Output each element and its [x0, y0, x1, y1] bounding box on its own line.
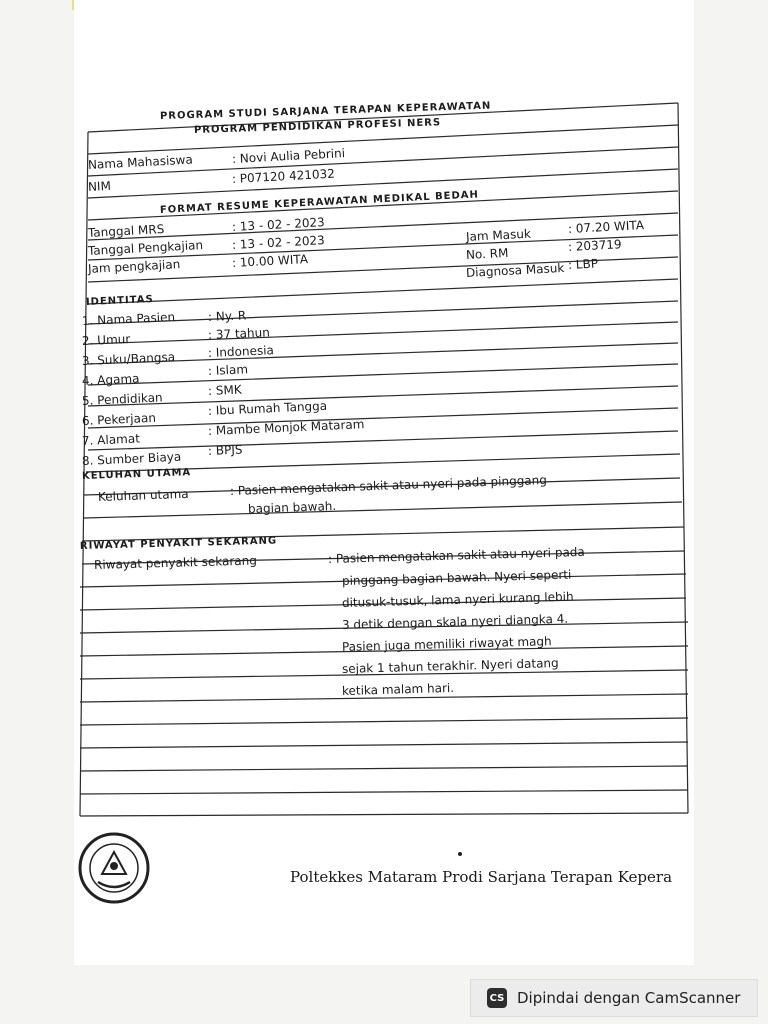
history-line: 3 detik dengan skala nyeri diangka 4.: [341, 611, 569, 632]
diagnosis-value: : LBP: [567, 256, 599, 272]
assessment-date-value: : 13 - 02 - 2023: [231, 233, 326, 252]
identity-value: : Ny. R: [207, 308, 247, 324]
identity-value: : BPJS: [207, 442, 243, 458]
complaint-line: : Pasien mengatakan sakit atau nyeri pada pinggang: [229, 472, 548, 498]
camscanner-icon: CS: [487, 988, 507, 1008]
history-line: Pasien juga memiliki riwayat magh: [341, 634, 552, 654]
history-title: RIWAYAT PENYAKIT SEKARANG: [79, 535, 278, 552]
history-line: sejak 1 tahun terakhir. Nyeri datang: [341, 655, 559, 676]
nim-label: NIM: [87, 178, 112, 194]
scanned-form-page: [74, 0, 694, 965]
admission-date-label: Tanggal MRS: [87, 222, 165, 240]
poltekkes-seal-logo: [76, 830, 152, 906]
identity-value: : 37 tahun: [207, 325, 271, 342]
history-line: pinggang bagian bawah. Nyeri seperti: [341, 567, 572, 588]
rm-label: No. RM: [465, 245, 509, 262]
format-title: FORMAT RESUME KEPERAWATAN MEDIKAL BEDAH: [159, 189, 480, 216]
identity-label: 3. Suku/Bangsa: [81, 349, 176, 368]
identity-label: 8. Sumber Biaya: [81, 449, 182, 468]
complaint-line: bagian bawah.: [247, 498, 337, 516]
identity-title: IDENTITAS: [85, 294, 154, 308]
identity-label: 6. Pekerjaan: [81, 410, 157, 428]
admission-date-value: : 13 - 02 - 2023: [231, 215, 326, 234]
student-name-label: Nama Mahasiswa: [87, 152, 194, 172]
identity-value: : SMK: [207, 382, 242, 398]
identity-label: 7. Alamat: [81, 431, 141, 448]
history-line: ditusuk-tusuk, lama nyeri kurang lebih: [341, 589, 574, 610]
nim-value: : P07120 421032: [231, 166, 336, 186]
diagnosis-label: Diagnosa Masuk: [465, 260, 565, 280]
history-label: Riwayat penyakit sekarang: [93, 553, 258, 572]
identity-label: 2. Umur: [81, 331, 131, 348]
camscanner-watermark: [470, 979, 758, 1017]
assessment-time-label: Jam pengkajian: [87, 257, 181, 276]
assessment-date-label: Tanggal Pengkajian: [87, 237, 204, 258]
program-header-line1: PROGRAM STUDI SARJANA TERAPAN KEPERAWATAN: [159, 100, 492, 122]
complaint-label: Keluhan utama: [97, 486, 189, 504]
identity-value: : Islam: [207, 362, 249, 378]
assessment-time-value: : 10.00 WITA: [231, 252, 309, 270]
ink-dot: [458, 852, 462, 856]
history-line: ketika malam hari.: [341, 680, 455, 698]
history-line: : Pasien mengatakan sakit atau nyeri pada: [327, 544, 585, 566]
complaint-title: KELUHAN UTAMA: [81, 467, 192, 482]
camscanner-text: Dipindai dengan CamScanner: [517, 989, 741, 1007]
entry-time-value: : 07.20 WITA: [567, 218, 645, 236]
identity-value: : Mambe Monjok Mataram: [207, 417, 365, 438]
identity-label: 4. Agama: [81, 371, 140, 388]
identity-value: : Ibu Rumah Tangga: [207, 398, 328, 418]
footer-institution: Poltekkes Mataram Prodi Sarjana Terapan Kepera: [290, 868, 673, 886]
student-name-value: : Novi Aulia Pebrini: [231, 146, 346, 166]
identity-label: 5. Pendidikan: [81, 390, 163, 408]
entry-time-label: Jam Masuk: [465, 226, 532, 244]
identity-label: 1. Nama Pasien: [81, 309, 176, 328]
program-header-line2: PROGRAM PENDIDIKAN PROFESI NERS: [193, 117, 442, 136]
identity-value: : Indonesia: [207, 343, 275, 360]
rm-value: : 203719: [567, 237, 622, 254]
